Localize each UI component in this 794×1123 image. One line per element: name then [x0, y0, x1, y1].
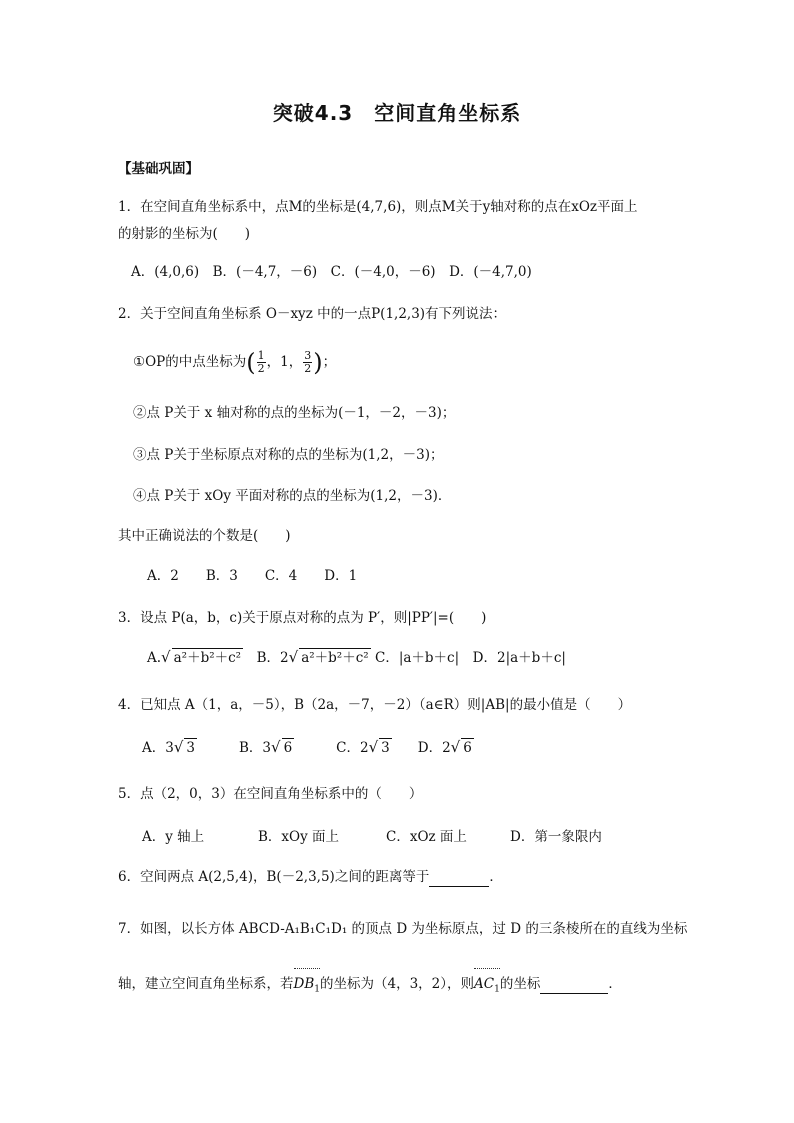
question-2-statement-1: ①OP的中点坐标为( $\frac{1}{2}$ ，1， $\frac{3}{2}$ )；: [133, 348, 337, 377]
question-4-stem: 4．已知点 A（1，a，－5），B（2a，－7，－2）（a∈R）则|AB|的最小值是（ ）: [118, 697, 632, 713]
question-3-options: [147, 648, 566, 667]
vector-db1: [294, 975, 320, 999]
option-c-d: C．|a＋b＋c| D．2|a＋b＋c|: [374, 650, 566, 666]
question-6-end: ．: [489, 869, 503, 885]
option-a-radicand: 3: [186, 740, 195, 756]
fraction-denominator: 2: [304, 362, 312, 375]
question-5-stem: 5．点（2，0，3）在空间直角坐标系中的（ ）: [118, 786, 423, 802]
option-c-radicand: 3: [381, 740, 390, 756]
fraction-three-halves: [303, 350, 312, 375]
question-2-statement-4: ④点 P关于 xOy 平面对称的点的坐标为(1,2，－3)．: [133, 488, 452, 504]
question-7-line-2: [118, 975, 622, 999]
sqrt-icon: √: [288, 648, 299, 666]
fraction-numerator: 3: [304, 349, 312, 362]
question-2-ask: 其中正确说法的个数是( ): [118, 528, 291, 544]
answer-blank: [540, 975, 608, 994]
question-3-stem: 3．设点 P(a，b，c)关于原点对称的点为 P′，则|PP′|=( ): [118, 610, 487, 626]
question-7-line-2-mid: 的坐标为（4，3，2），则: [319, 976, 475, 992]
question-6-stem: 6．空间两点 A(2,5,4)，B(－2,3,5)之间的距离等于: [118, 869, 430, 885]
sqrt-icon: √: [161, 648, 171, 666]
option-a-label: A．3: [142, 740, 174, 756]
question-7-line-2-pre: 轴，建立空间直角坐标系，若: [118, 976, 294, 992]
option-b-radicand: a²＋b²＋c²: [301, 650, 369, 666]
question-2-statement-2: ②点 P关于 x 轴对称的点的坐标为(－1，－2，－3)；: [133, 405, 456, 421]
question-5-option-c: C．xOz 面上: [386, 829, 467, 845]
vector-db1-subscript: 1: [314, 984, 320, 995]
fraction-denominator: 2: [257, 362, 265, 375]
question-2-statement-3: ③点 P关于坐标原点对称的点的坐标为(1,2，－3)；: [133, 447, 444, 463]
option-b-label: B．2: [243, 650, 289, 666]
sqrt-icon: √: [450, 738, 461, 756]
vector-ac1: [474, 975, 500, 999]
left-paren: (: [246, 348, 256, 377]
sqrt-icon: √: [173, 738, 184, 756]
option-a-radicand: a²＋b²＋c²: [173, 650, 242, 666]
option-a-label: A.: [147, 650, 162, 666]
statement-1-middle: 1，: [280, 354, 303, 370]
option-b-label: B．3: [239, 740, 272, 756]
question-4-options: [142, 738, 474, 757]
question-1-options: A．(4,0,6) B．(－4,7，－6) C．(－4,0，－6) D．(－4,7,0): [131, 264, 532, 280]
sqrt-icon: √: [368, 738, 379, 756]
question-5-option-a: A．y 轴上: [142, 829, 205, 845]
section-heading: 【基础巩固】: [118, 161, 199, 177]
question-2-options: A．2 B．3 C．4 D．1: [147, 568, 358, 584]
question-1-line-2: 的射影的坐标为( ): [118, 226, 251, 242]
page-title: 突破4.3 空间直角坐标系: [272, 101, 522, 125]
option-b-radicand: 6: [283, 740, 293, 756]
vector-ac1-label: AC: [474, 976, 495, 992]
question-5-option-d: D．第一象限内: [510, 829, 602, 845]
question-7-line-1: 7．如图，以长方体 ABCD-A₁B₁C₁D₁ 的顶点 D 为坐标原点，过 D 的三条棱所在的直线为坐标: [118, 921, 688, 937]
statement-1-text: ①OP的中点坐标为: [133, 354, 247, 370]
fraction-numerator: 1: [257, 349, 265, 362]
fraction-one-half: [257, 350, 266, 375]
option-c-label: C．2: [336, 740, 369, 756]
option-d-label: D．2: [417, 740, 451, 756]
question-1-line-1: 1．在空间直角坐标系中，点M的坐标是(4,7,6)，则点M关于y轴对称的点在xOz平面上: [118, 199, 638, 215]
vector-ac1-subscript: 1: [494, 984, 500, 995]
vector-db1-label: DB: [293, 976, 315, 992]
statement-1-end: ；: [322, 354, 337, 370]
question-7-line-2-post: 的坐标: [499, 976, 541, 992]
right-paren: ): [313, 348, 323, 377]
question-2-stem: 2．关于空间直角坐标系 O－xyz 中的一点P(1,2,3)有下列说法：: [118, 306, 507, 322]
question-6: [118, 868, 503, 887]
answer-blank: [429, 868, 489, 887]
sqrt-icon: √: [271, 738, 281, 756]
question-7-end: ．: [608, 976, 622, 992]
question-5-option-b: B．xOy 面上: [258, 829, 340, 845]
option-d-radicand: 6: [463, 740, 472, 756]
